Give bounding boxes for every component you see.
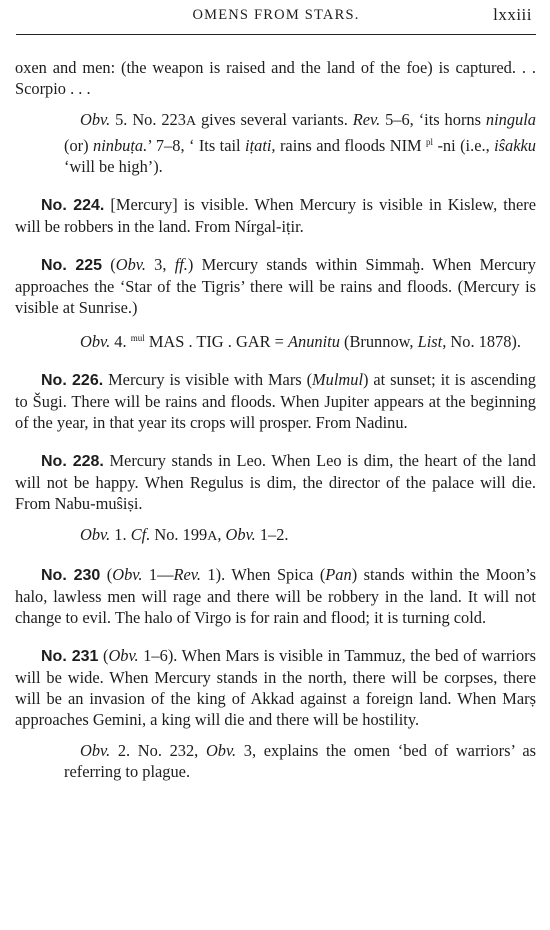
entry-number: No. 226.	[41, 372, 104, 389]
running-title: OMENS FROM STARS.	[192, 7, 360, 23]
entry-230: No. 230 (Obv. 1—Rev. 1). When Spica (Pan) stands within the Moon’s halo, lawless men will rage and there will be robbery in the land. It will not change to evil. The halo of Virgo is for rain and flood; it is turning cold.	[15, 565, 537, 627]
entry-number: No. 224.	[41, 197, 105, 214]
note-231: Obv. 2. No. 232, Obv. 3, explains the omen ‘bed of warriors’ as referring to plague.	[64, 741, 537, 781]
note-223a: Obv. 5. No. 223A gives several variants. Rev. 5–6, ‘its horns ningula (or) ninbuṭa.’ 7–8, ‘ Its tail iṭati, rains and floods NIM $^{pl}$ -ni (i.e., iŝakku ‘will be high’).	[64, 110, 536, 176]
entry-224: No. 224. [Mercury] is visible. When Mercury is visible in Kislew, there will be robbers in the land. From Nírgal-iṭir.	[15, 195, 537, 236]
entry-number: No. 225	[41, 257, 103, 274]
page-body	[15, 57, 536, 782]
continuation-paragraph: oxen and men: (the weapon is raised and the land of the foe) is captured. . . Scorpio . . .	[15, 58, 536, 98]
entry-231: No. 231 (Obv. 1–6). When Mars is visible in Tammuz, the bed of warriors will be wide. When Mercury stands in the north, there will be corpses, there will be an invasion of the king of Akkad against a foreign land. When Marṣ approaches Gemini, a king will die and there will be hostility.	[15, 646, 536, 729]
entry-226: No. 226. Mercury is visible with Mars (Mulmul) at sunset; it is ascending to Šugi. There will be rains and floods. When Jupiter appears at the beginning of the year, in that year its crops will prosper. From Nadinu.	[15, 370, 536, 432]
entry-225: No. 225 (Obv. 3, ff.) Mercury stands within Simmaḫ. When Mercury approaches the ‘Star of the Tigris’ there will be rains and floods. (Mercury is visible at Sunrise.)	[15, 255, 537, 317]
entry-228: No. 228. Mercury stands in Leo. When Leo is dim, the heart of the land will not be happy. When Regulus is dim, the director of the palace will die. From Nabu-muŝiṣi.	[15, 451, 536, 513]
entry-number: No. 231	[41, 648, 99, 665]
header-rule	[16, 34, 536, 35]
note-228: Obv. 1. Cf. No. 199A, Obv. 1–2.	[80, 525, 289, 544]
page-number: lxxiii	[493, 5, 532, 24]
entry-number: No. 230	[41, 567, 101, 584]
entry-number: No. 228.	[41, 453, 104, 470]
note-225: Obv. 4. $^{mul}$ MAS . TIG . GAR = Anunitu (Brunnow, List, No. 1878).	[80, 332, 521, 351]
page-header	[20, 5, 532, 31]
